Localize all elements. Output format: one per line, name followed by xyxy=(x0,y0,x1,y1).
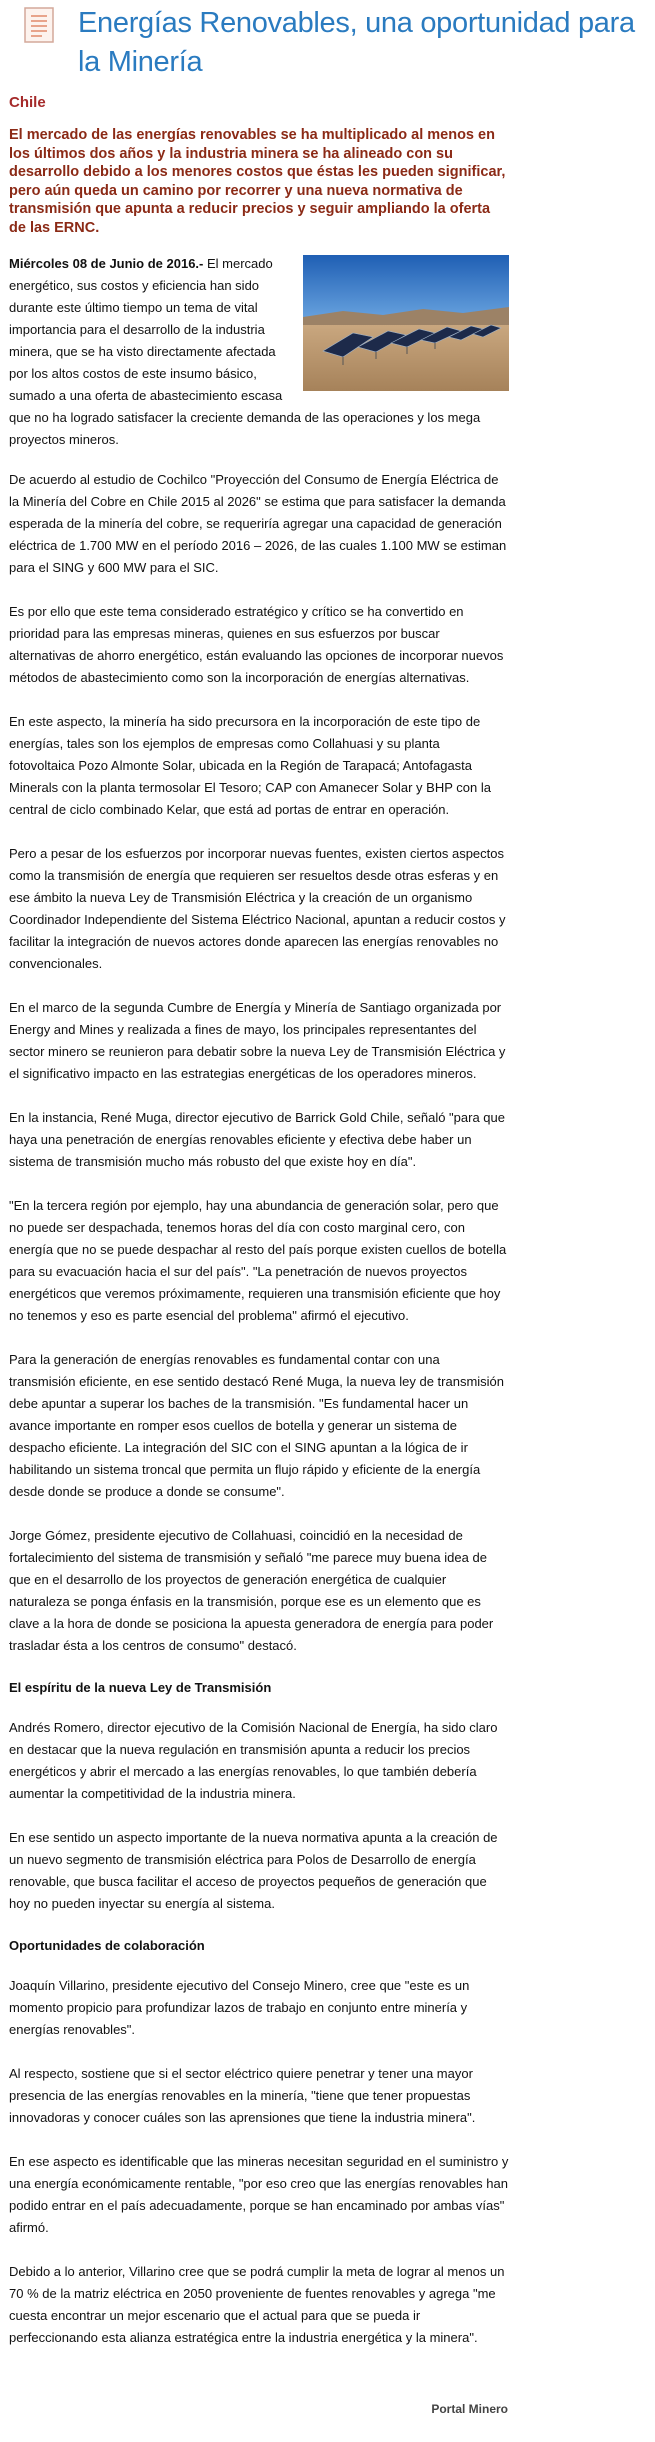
first-paragraph xyxy=(9,253,509,451)
paragraph: Debido a lo anterior, Villarino cree que se podrá cumplir la meta de lograr al menos un 70 % de la matriz eléctrica en 2050 proveniente de fuentes renovables y agrega "me cuesta encontrar un mejor escenario que el actual para que se pueda ir perfeccionando esta alianza estratégica entre la industria energética y la minera". xyxy=(9,2264,505,2345)
first-paragraph-text: El mercado energético, sus costos y eficiencia han sido durante este último tiempo un tema de vital importancia para el desarrollo de la industria minera, que se ha visto directamente afectada por los altos costos de este insumo básico, sumado a una oferta de abastecimiento escasa que no ha logrado satisfacer la creciente demanda de las operaciones y los mega proyectos mineros. xyxy=(9,256,481,447)
section-heading: Oportunidades de colaboración xyxy=(9,1938,205,1953)
paragraph: Andrés Romero, director ejecutivo de la Comisión Nacional de Energía, ha sido claro en destacar que la nueva regulación en transmisión apunta a reducir los precios energéticos y abrir el mercado a las energías renovables, lo que también debería aumentar la competitividad de la industria minera. xyxy=(9,1720,498,1801)
article-title: Energías Renovables, una oportunidad para la Minería xyxy=(78,7,635,78)
source-credit: Portal Minero xyxy=(431,2402,508,2416)
solar-panels-photo xyxy=(303,255,509,391)
article-body xyxy=(9,253,509,2349)
dateline: Miércoles 08 de Junio de 2016.- xyxy=(9,256,204,271)
paragraph: Pero a pesar de los esfuerzos por incorporar nuevas fuentes, existen ciertos aspectos como la transmisión de energía que requieren ser resueltos desde otras esferas y en ese ámbito la nueva Ley de Transmisión Eléctrica y la creación de un organismo Coordinador Independiente del Sistema Eléctrico Nacional, apuntan a reducir costos y facilitar la integración de nuevos actores donde aparecen las energías renovables no convencionales. xyxy=(9,846,506,971)
paragraph: En ese sentido un aspecto importante de la nueva normativa apunta a la creación de un nuevo segmento de transmisión eléctrica para Polos de Desarrollo de energía renovable, que busca facilitar el acceso de proyectos pequeños de generación que hoy no pueden inyectar su energía al sistema. xyxy=(9,1830,498,1911)
article-content xyxy=(9,94,509,2371)
article-header xyxy=(0,0,655,88)
paragraph: "En la tercera región por ejemplo, hay una abundancia de generación solar, pero que no puede ser despachada, tenemos horas del día con costo marginal cero, con energía que no se puede despachar al resto del país porque existen cuellos de botella para su evacuación hacia el sur del país". "La penetración de nuevos proyectos energéticos que veremos próximamente, requieren una transmisión eficiente que hoy no tenemos y eso es parte esencial del problema" afirmó el ejecutivo. xyxy=(9,1198,507,1323)
document-icon xyxy=(24,7,54,43)
paragraph: Al respecto, sostiene que si el sector eléctrico quiere penetrar y tener una mayor presencia de las energías renovables en la minería, "tiene que tener propuestas innovadoras y conocer cuáles son las aprensiones que tiene la industria minera". xyxy=(9,2066,476,2125)
paragraph: En el marco de la segunda Cumbre de Energía y Minería de Santiago organizada por Energy and Mines y realizada a fines de mayo, los principales representantes del sector minero se reunieron para debatir sobre la nueva Ley de Transmisión Eléctrica y el significativo impacto en las estrategias energéticas de los operadores mineros. xyxy=(9,1000,506,1081)
paragraph: De acuerdo al estudio de Cochilco "Proyección del Consumo de Energía Eléctrica de la Minería del Cobre en Chile 2015 al 2026" se estima que para satisfacer la demanda esperada de la minería del cobre, se requeriría agregar una capacidad de generación eléctrica de 1.700 MW en el período 2016 – 2026, de las cuales 1.100 MW se estiman para el SING y 600 MW para el SIC. xyxy=(9,472,507,575)
section-heading: El espíritu de la nueva Ley de Transmisión xyxy=(9,1680,272,1695)
paragraph: En ese aspecto es identificable que las mineras necesitan seguridad en el suministro y una energía económicamente rentable, "por eso creo que las energías renovables han podido entrar en el país adecuadamente, porque se han encaminado por ambas vías" afirmó. xyxy=(9,2154,509,2235)
article-lead: El mercado de las energías renovables se ha multiplicado al menos en los últimos dos años y la industria minera se ha alineado con su desarrollo debido a los menores costos que éstas les pueden significar, pero aún queda un camino por recorrer y una nueva normativa de transmisión que apunta a reducir precios y seguir ampliando la oferta de las ERNC. xyxy=(9,127,506,236)
paragraph: En este aspecto, la minería ha sido precursora en la incorporación de este tipo de energías, tales son los ejemplos de empresas como Collahuasi y su planta fotovoltaica Pozo Almonte Solar, ubicada en la Región de Tarapacá; Antofagasta Minerals con la planta termosolar El Tesoro; CAP con Amanecer Solar y BHP con la central de ciclo combinado Kelar, que está ad portas de entrar en operación. xyxy=(9,714,491,817)
paragraph: Joaquín Villarino, presidente ejecutivo del Consejo Minero, cree que "este es un momento propicio para profundizar lazos de trabajo en conjunto entre minería y energías renovables". xyxy=(9,1978,470,2037)
paragraph: En la instancia, René Muga, director ejecutivo de Barrick Gold Chile, señaló "para que haya una penetración de energías renovables eficiente y efectiva debe haber un sistema de transmisión mucho más robusto del que existe hoy en día". xyxy=(9,1110,505,1169)
country-label: Chile xyxy=(9,94,46,111)
paragraph: Es por ello que este tema considerado estratégico y crítico se ha convertido en prioridad para las empresas mineras, quienes en sus esfuerzos por buscar alternativas de ahorro energético, están evaluando las opciones de incorporar nuevos métodos de abastecimiento como son la incorporación de energías alternativas. xyxy=(9,604,504,685)
paragraph: Jorge Gómez, presidente ejecutivo de Collahuasi, coincidió en la necesidad de fortalecimiento del sistema de transmisión y señaló "me parece muy buena idea de que en el desarrollo de los proyectos de generación energética de cualquier naturaleza se ponga énfasis en la transmisión, porque ese es un elemento que es clave a la hora de donde se posiciona la apuesta generadora de energía para poder trasladar ésta a los centros de consumo" destacó. xyxy=(9,1528,494,1653)
paragraph: Para la generación de energías renovables es fundamental contar con una transmisión eficiente, en ese sentido destacó René Muga, la nueva ley de transmisión debe apuntar a superar los baches de la transmisión. "Es fundamental hacer un avance importante en romper esos cuellos de botella y generar un sistema de despacho eficiente. La integración del SIC con el SING apuntan a la lógica de ir habilitando un sistema troncal que permita un flujo rápido y eficiente de la energía desde donde se produce a donde se consume". xyxy=(9,1352,505,1499)
